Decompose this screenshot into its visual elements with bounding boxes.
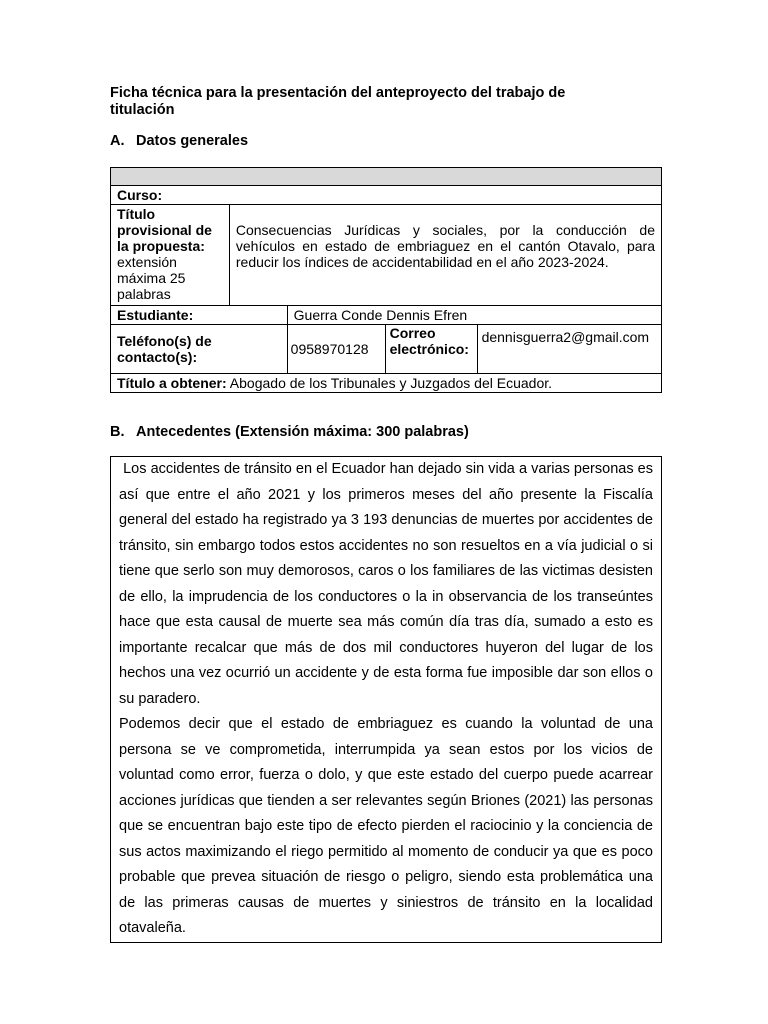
section-b-letter: B. (110, 424, 125, 440)
section-a-letter: A. (110, 133, 125, 149)
telefono-label: Teléfono(s) de contacto(s): (111, 325, 288, 374)
table-header-cell (111, 168, 662, 186)
correo-value: dennisguerra2@gmail.com (477, 325, 661, 374)
general-data-table (110, 167, 662, 393)
table-header-row (111, 168, 662, 186)
titulo-row (111, 205, 662, 306)
antecedentes-box (110, 456, 662, 943)
section-a-title: Datos generales (136, 133, 249, 149)
titulo-obtener-label: Título a obtener: (117, 375, 227, 391)
section-b-heading (110, 424, 469, 440)
titulo-obtener-row (111, 374, 662, 393)
section-a-heading (110, 133, 248, 149)
estudiante-row (111, 306, 662, 325)
titulo-obtener-cell (111, 374, 662, 393)
titulo-obtener-value: Abogado de los Tribunales y Juzgados del Ecuador. (229, 375, 553, 391)
estudiante-value: Guerra Conde Dennis Efren (287, 306, 661, 325)
titulo-label-cell (111, 205, 230, 306)
titulo-value: Consecuencias Jurídicas y sociales, por la conducción de vehículos en estado de embriaguez en el cantón Otavalo, para reducir los índices de accidentabilidad en el año 2023-2024. (229, 205, 661, 306)
titulo-label: Título provisional de la propuesta: (117, 206, 212, 254)
antecedentes-paragraph-1: Los accidentes de tránsito en el Ecuador han dejado sin vida a varias personas es así que entre el año 2021 y los primeros meses del año presente la Fiscalía general del estado ha registrado ya 3 193 denuncias de muertes por accidentes de tránsito, sin embargo todos estos accidentes no son resueltos en a vía judicial o si tiene que serlo son muy demorosos, caros o los familiares de las victimas desisten de ello, la imprudencia de los conductores o la in observancia de los transeúntes hace que esta causal de muerte sea más común día tras día, sumado a esto es importante recalcar que más de dos mil conductores huyeron del lugar de los hechos una vez ocurrió un accidente y de esta forma fue imposible dar son ellos o su paradero. (119, 461, 658, 707)
estudiante-label: Estudiante: (111, 306, 288, 325)
telefono-value: 0958970128 (287, 325, 385, 374)
antecedentes-paragraph-2: Podemos decir que el estado de embriaguez es cuando la voluntad de una persona se ve comprometida, interrumpida ya sean estos por los vicios de voluntad como error, fuerza o dolo, y que este estado del cuerpo puede acarrear acciones jurídicas que tienden a ser relevantes según Briones (2021) las personas que se encuentran bajo este tipo de efecto pierden el raciocinio y la conciencia de sus actos maximizando el riego permitido al momento de conducir ya que es poco probable que prevea situación de riesgo o peligro, siendo esta problemática una de las primeras causas de muertes y siniestros de tránsito en la localidad otavaleña. (119, 716, 653, 936)
titulo-note: extensión máxima 25 palabras (117, 254, 186, 302)
curso-row (111, 186, 662, 205)
curso-label: Curso: (111, 186, 662, 205)
contacto-row (111, 325, 662, 374)
section-b-title: Antecedentes (Extensión máxima: 300 palabras) (136, 424, 469, 440)
document-title: Ficha técnica para la presentación del anteproyecto del trabajo de titulación (110, 85, 566, 118)
correo-label: Correo electrónico: (385, 325, 477, 374)
